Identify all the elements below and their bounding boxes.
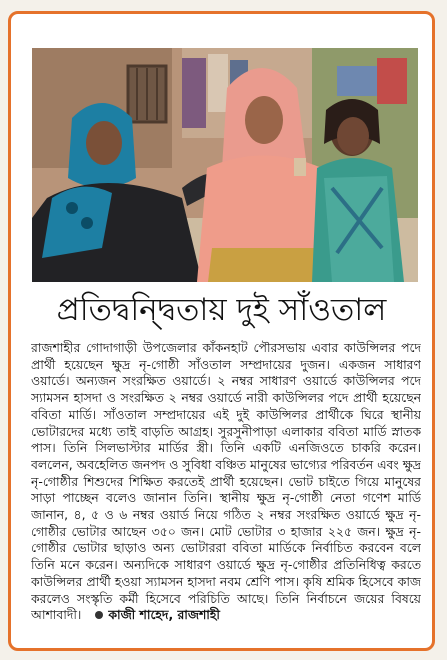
photo-illustration [32,48,418,282]
byline-bullet-icon [95,611,103,619]
byline [85,607,220,622]
article-body-text: রাজশাহীর গোদাগাড়ী উপজেলার কাঁকনহাট পৌরসভায় এবার কাউন্সিলর পদে প্রার্থী হয়েছেন ক্ষুদ্র নৃ-গোষ্ঠী সাঁওতাল সম্প্রদায়ের দুজন। একজন সাধারণ ওয়ার্ডে। অন্যজন সংরক্ষিত ওয়ার্ডে। ২ নম্বর সাধারণ ওয়ার্ডে কাউন্সিলর পদে স্যামসন হাসদা ও সংরক্ষিত ২ নম্বর ওয়ার্ডে নারী কাউন্সিলর পদে প্রার্থী হয়েছেন ববিতা মার্ডি। সাঁওতাল সম্প্রদায়ের এই দুই কাউন্সিলর প্রার্থীকে ঘিরে স্থানীয় ভোটারদের মধ্যে তাই বাড়তি আগ্রহ। সুরসুনীপাড়া এলাকার ববিতা মার্ডি স্নাতক পাস। তিনি সিলভাস্টার মার্ডির স্ত্রী। তিনি একটি এনজিওতে চাকরি করেন। বললেন, অবহেলিত জনপদ ও সুবিধা বঞ্চিত মানুষের ভাগ্যের পরিবর্তন এবং ক্ষুদ্র নৃ-গোষ্ঠীর শিশুদের শিক্ষিত করতেই প্রার্থী হয়েছেন। ভোট চাইতে গিয়ে মানুষের সাড়া পাচ্ছেন বলেও জানান তিনি। স্থানীয় ক্ষুদ্র নৃ-গোষ্ঠী নেতা গণেশ মার্ডি জানান, ৪, ৫ ও ৬ নম্বর ওয়ার্ড নিয়ে গঠিত ২ নম্বর সংরক্ষিত ওয়ার্ডে ক্ষুদ্র নৃ-গোষ্ঠীর ভোটার আছেন ৩৫০ জন। মোট ভোটার ৩ হাজার ২২৫ জন। ক্ষুদ্র নৃ-গোষ্ঠীর ভোটার ছাড়াও অন্য ভোটাররা ববিতা মার্ডিকে নির্বাচিত করবেন বলে তিনি মনে করেন। অন্যদিকে সাধারণ ওয়ার্ডে ক্ষুদ্র নৃ-গোষ্ঠীর প্রতিনিধিত্ব করতে কাউন্সিলর প্রার্থী হওয়া স্যামসন হাসদা নবম শ্রেণি পাস। কৃষি শ্রমিক হিসেবে কাজ করলেও সংস্কৃতি কর্মী হিসেবে পরিচিতি আছে। তিনি নির্বাচনে জয়ের বিষয়ে আশাবাদী। [31,340,421,623]
article-body [31,340,421,651]
headline: প্রতিদ্বন্দ্বিতায় দুই সাঁওতাল [56,292,387,328]
byline-text: কাজী শাহেদ, রাজশাহী [108,607,220,623]
article-clipping [8,11,435,651]
article-photo [32,48,418,282]
